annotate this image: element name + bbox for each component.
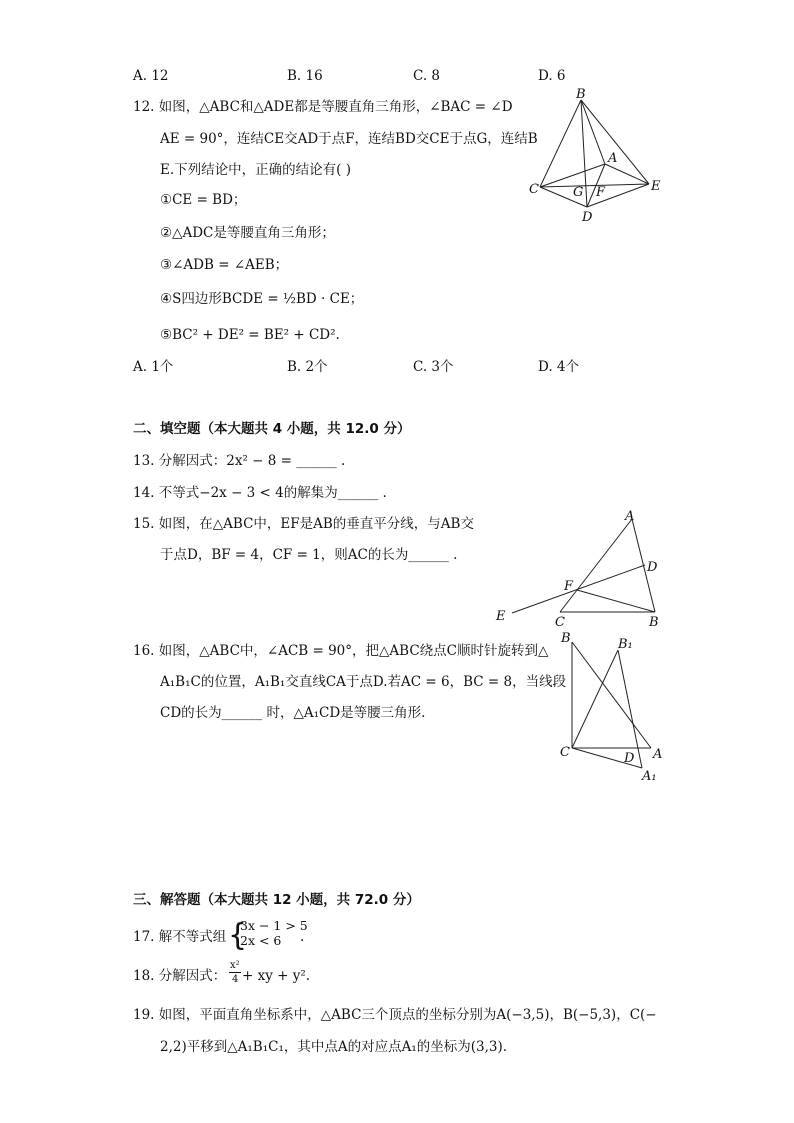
q12-stem-line2: AE = 90°，连结CE交AD于点F，连结BD交CE于点G，连结B <box>160 131 538 147</box>
q17-ineq-2: 2x < 6 <box>240 933 282 948</box>
q15-stem-line1: 15. 如图，在△ABC中，EF是AB的垂直平分线，与AB交 <box>133 516 474 532</box>
q19-stem-line2: 2,2)平移到△A₁B₁C₁，其中点A的对应点A₁的坐标为(3,3). <box>160 1039 508 1055</box>
q12-statement-4: ④S四边形BCDE = ½BD · CE； <box>160 291 364 307</box>
q12-stem-line1: 12. 如图，△ABC和△ADE都是等腰直角三角形，∠BAC = ∠D <box>133 99 513 115</box>
q12-label-f: F <box>596 185 606 200</box>
q16-seg-b1c <box>572 650 618 748</box>
q17-ineq-1: 3x − 1 > 5 <box>240 918 308 933</box>
q12-label-a: A <box>608 151 618 166</box>
q16-label-b1: B₁ <box>618 637 633 652</box>
q15-label-a: A <box>625 509 635 524</box>
q11-option-a: A. 12 <box>133 68 169 84</box>
q18-fraction-denominator: 4 <box>232 974 239 985</box>
q15-seg-fb <box>577 590 655 612</box>
q18-fraction-numerator: x² <box>230 960 240 971</box>
q15-label-c: C <box>555 615 565 630</box>
q18-prefix: 18. 分解因式： <box>133 968 227 984</box>
q12-label-c: C <box>529 182 539 197</box>
q12-label-g: G <box>573 185 584 200</box>
q12-statement-1: ①CE = BD； <box>160 192 247 208</box>
q15-figure <box>490 505 675 630</box>
q16-stem-line1: 16. 如图，△ABC中，∠ACB = 90°，把△ABC绕点C顺时针旋转到△ <box>133 643 549 659</box>
q15-seg-ed <box>512 565 645 613</box>
q16-stem-line3: CD的长为______ 时，△A₁CD是等腰三角形. <box>160 705 426 721</box>
q16-label-d: D <box>624 751 635 766</box>
q16-label-c: C <box>560 745 570 760</box>
q12-seg-ae <box>605 164 649 184</box>
q12-option-d: D. 4个 <box>538 359 580 375</box>
q12-label-d: D <box>582 210 593 225</box>
q15-label-f: F <box>564 579 574 594</box>
q18-rest: + xy + y². <box>242 968 311 984</box>
q16-label-a1: A₁ <box>642 769 657 784</box>
q12-statement-3: ③∠ADB = ∠AEB； <box>160 257 289 273</box>
q16-seg-ba <box>572 642 651 748</box>
q17-period: . <box>300 929 305 945</box>
q16-label-a: A <box>653 747 663 762</box>
q17-brace: { <box>228 918 248 953</box>
q12-label-b: B <box>576 87 586 102</box>
q11-option-d: D. 6 <box>538 68 566 84</box>
q16-figure <box>555 628 675 788</box>
q15-label-e: E <box>496 609 506 624</box>
q16-stem-line2: A₁B₁C的位置，A₁B₁交直线CA于点D.若AC = 6，BC = 8，当线段 <box>160 674 567 690</box>
q12-statement-5: ⑤BC² + DE² = BE² + CD². <box>160 327 340 343</box>
q12-label-e: E <box>651 179 661 194</box>
q13-text: 13. 分解因式：2x² − 8 = ______ . <box>133 453 346 469</box>
q11-option-b: B. 16 <box>287 68 323 84</box>
q15-stem-line2: 于点D，BF = 4，CF = 1，则AC的长为______ . <box>160 547 458 563</box>
q15-seg-ac <box>560 519 632 612</box>
q12-seg-ba <box>581 100 605 164</box>
q12-option-c: C. 3个 <box>413 359 454 375</box>
q12-statement-2: ②△ADC是等腰直角三角形； <box>160 225 335 241</box>
q11-option-c: C. 8 <box>413 68 441 84</box>
section-3-title: 三、解答题（本大题共 12 小题，共 72.0 分） <box>133 892 420 908</box>
q12-option-b: B. 2个 <box>287 359 328 375</box>
q17-prefix: 17. 解不等式组 <box>133 929 227 945</box>
q12-figure <box>525 85 675 230</box>
q19-stem-line1: 19. 如图，平面直角坐标系中，△ABC三个顶点的坐标分别为A(−3,5)，B(−5,3)，C(− <box>133 1007 657 1023</box>
section-2-title: 二、填空题（本大题共 4 小题，共 12.0 分） <box>133 421 411 437</box>
q12-option-a: A. 1个 <box>133 359 174 375</box>
q15-label-b: B <box>649 615 659 630</box>
q18-fraction-bar <box>229 972 241 973</box>
q14-text: 14. 不等式−2x − 3 < 4的解集为______ . <box>133 485 387 501</box>
q12-seg-bc <box>540 100 581 187</box>
q12-seg-ce <box>540 184 649 187</box>
q16-label-b: B <box>561 631 571 646</box>
q12-seg-be <box>581 100 649 184</box>
q12-stem-line3: E.下列结论中，正确的结论有( ) <box>160 162 351 178</box>
q15-label-d: D <box>647 560 658 575</box>
